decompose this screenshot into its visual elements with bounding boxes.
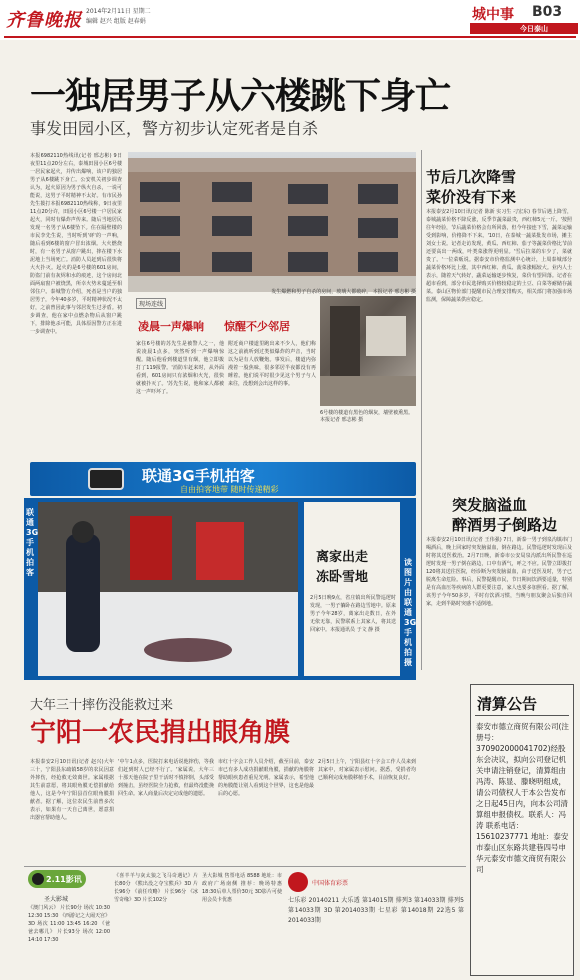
snow-label-right: 读图片由联通3G手机拍摄 — [404, 558, 417, 667]
notice-title: 清算公告 — [477, 695, 538, 713]
page-number: B03 — [532, 4, 563, 20]
lottery-logo — [288, 872, 308, 892]
masthead-rule — [4, 36, 576, 38]
movie-list-3: 圣大影城 售票电话 8588 地址：市政府广场南侧 推荐：晚场特惠 18:30后单人票价30元 3D影片可使用会员卡优惠 — [202, 873, 282, 903]
ad-banner — [30, 462, 416, 496]
lead-body-column: 本报6982110热线讯(记者 邢志彬) 9日夜里11点20分左右，泰城田园小区6号楼一居民家起火，并传出爆响，该户的独居男子从6楼跳下身亡。公安机关初步调查认为，起火原因为男子纵火自杀，一说可能说，这男子平时精神不太好。有市民孙先生拨打本报6982110热线称，9日夜里11点20分许，田园小区6号楼一户居民家起火，同时有爆炸声传来。随后当地居民发现一名男子从6楼坠下。住在隔壁楼的市民李先生说，当时听到'砰'的一声响，随后看到6楼的窗户冒出浓烟。大火燃烧时，有一名男子从窗户跳出，摔在楼下水泥地上当场死亡。消防人员赶到后很快将大火扑灭。起火的是6号楼的601房间，防盗门前有灰烬和水的痕迹，这个房间北面两扇窗户被烧黑，所幸火势未蔓延至相邻住户。泰城警方介绍，死者是当户的独居男子，今年40多岁，平时精神状况不太好，之前曾因此事与邻居发生过矛盾。初步调查，他在家中点燃杂物后从窗户跳下，排除他杀可能，具体原因警方正在进一步调查中。 — [30, 153, 122, 335]
column-rule — [421, 150, 422, 670]
cornea-kicker: 大年三十摔伤没能救过来 — [30, 698, 174, 713]
region-label: 今日泰山 — [520, 25, 548, 33]
clearance-notice — [470, 684, 574, 976]
movie-list-2: 《喜羊羊与灰太狼之飞马奇遇记》片长80分 《熊出没之夺宝熊兵》3D 片长96分 《前任攻略》 片长96分 《冰雪奇缘》3D 片长102分 — [114, 873, 198, 903]
snow-panel — [24, 498, 416, 680]
snow-title-2: 冻卧雪地 — [316, 570, 369, 585]
building-illustration — [128, 152, 416, 292]
hallway-illustration — [320, 296, 416, 406]
ad-brand: 联通3G手机拍客 — [142, 467, 255, 485]
snow-scene-illustration — [38, 502, 298, 676]
cornea-column-2: '中午1点多，医院打来电话说他摔伤，等我们赶到时人已经不行了。'家属说，大年三十那天他在院子里干活时不慎摔倒，头部受到撞击，虽经医院全力抢救，但最终没能挽回生命。家人商量后决定完成他的遗愿。 — [118, 759, 214, 797]
cinema-name: 圣大影城 — [44, 896, 69, 903]
editors: 编辑 赵兴 组版 赵春娟 — [86, 18, 146, 25]
snow-photo — [38, 502, 298, 676]
movie-badge — [28, 870, 86, 888]
lottery-results: 七乐彩 20140211 大乐透 第14015期 排列3 第14033期 排列5 第14033期 3D 第2014033期 七星彩 第14018期 22选5 第2014033期 — [288, 897, 464, 924]
newspaper-logo: 齐鲁晚报 — [6, 10, 82, 31]
vegetable-headline-2: 菜价没有下来 — [426, 188, 517, 206]
section-title: 城中事 — [472, 7, 514, 23]
listings-rule — [24, 866, 466, 867]
snow-title-1: 离家出走 — [316, 550, 369, 565]
masthead — [0, 0, 580, 40]
building-photo — [128, 152, 416, 292]
stroke-text: 本报泰安2月10日讯(记者 王伟强) 7日，新泰一男子到泉沟镇串门喝酒后，晚上回家时突发脑溢血，倒在路边。民警巡逻时发现后及时将其送医救治。2月7日晚，新泰市公安局泉沟派出所民警在巡逻时发现一男子倒在路边，口中有酒气，呼之不应。民警立即拨打120将其送往医院，经诊断为突发脑溢血，由于送医及时，男子已脱离生命危险。事后，民警提醒市民，节日期间饮酒要适量，特别是有高血压等疾病的人群更要注意，家人也要多加照看。据了解，该男子今年50多岁，平时有饮酒习惯，当晚与朋友聚会后独自回家，走到半路时突感不适倒地。 — [426, 537, 572, 607]
movie-list-1: 《澳门风云》 片长90分 场次 10:30 12:30 15:30 《西游记之大闹天宫》3D 场次 11:00 13:45 16:20 《爸爸去哪儿》 片长93分 场次 12:00 14:10 17:30 — [28, 905, 110, 943]
film-reel-icon — [32, 873, 44, 885]
cornea-column-1: 本报泰安2月10日讯(记者 赵兴)大年三十，宁阳县东疏镇58岁的农民因意外摔伤，经抢救无效离世。家属根据其生前意愿，将其眼角膜无偿捐献给他人，这是今年宁阳县首位眼角膜捐献者。据了解，这位农民生前曾多次表示，如果有一天自己离世，愿意捐出器官帮助他人。 — [30, 759, 114, 821]
ad-slogan: 自由拍客地带 随时传递精彩 — [180, 485, 279, 494]
snow-label-left: 联通3G手机拍客 — [26, 508, 39, 577]
phone-icon — [88, 468, 124, 490]
notice-rule — [475, 715, 569, 716]
scene-label: 现场连线 — [136, 298, 166, 309]
cornea-column-3: 市红十字会工作人员介绍，截至目前，泰安市已有多人成功捐献眼角膜，捐献的角膜将帮助眼疾患者重见光明。家属表示，希望他的角膜能让别人看到这个世界，这也是他最后的心愿。 — [218, 759, 314, 797]
issue-date: 2014年2月11日 星期二 — [86, 8, 151, 15]
photo-caption: 发生爆燃和男子自杀的房间，玻璃大都破碎。 本报记者 邢志彬 摄 — [271, 289, 416, 295]
movie-badge-label: 2.11影讯 — [46, 875, 82, 884]
vegetable-text: 本报泰安2月10日讯(记者 陈新 实习生 刁宏东) 春节后遇上降雪，泰城蔬菜价格不降反涨，反季节蔬菜最贵，西红柿5元一斤。'按照往年经验，节后蔬菜价格会有所回落，但今年接连下雪，蔬菜运输受到影响，价格降不下来。'10日，在泰城一蔬菜批发市场，摊主刘女士说。记者走访发现，黄瓜、西红柿、茄子等蔬菜价格比节前还要高出一两成，叶类菜涨得更明显。'雪后拉菜的车少了，菜就贵了。'一位菜贩说。据泰安市价格监测中心统计，上周泰城部分蔬菜价格环比上涨，其中西红柿、黄瓜、菠菜涨幅较大。业内人士表示，随着天气转好，蔬菜运输逐步恢复，菜价有望回落。记者在超市看到，部分市民选择购买价格较稳定的土豆、白菜等耐储存蔬菜。泰山区物价部门提醒市民合理安排购买，相关部门将加强市场监测，保障蔬菜供应稳定。 — [426, 209, 572, 303]
subhead-explosion: 凌晨一声爆响 — [138, 320, 204, 333]
lottery-logo-text: 中国体育彩票 — [312, 880, 349, 887]
scene-column-2: 附近商户楼道里跑出来不少人，他们称这之前就听到过类似爆炸的声音，当时以为是有人放鞭炮。事发后，楼道内弥漫着一股焦味，很多邻居半夜都没有再睡着。他们说平时很少见这个男子与人来往，没想到会出这样的事。 — [228, 341, 316, 387]
stroke-headline-2: 醉酒男子倒路边 — [452, 516, 558, 534]
notice-text: 泰安市德立商贸有限公司(注册号：370902000041702)经股东会决议，拟向公司登记机关申请注销登记，清算组由冯涛、陈显、滕晓明组成，请公司债权人于本公告发布之日起45日内，向本公司清算组申报债权。联系人：冯涛 联系电话：15610237771 地址：泰安市泰山区东路共建巷四号申华元泰安市德文商贸有限公司 — [476, 722, 569, 874]
vegetable-headline-1: 节后几次降雪 — [426, 168, 517, 186]
hallway-caption: 6号楼的楼道有黑色的烟灰，墙壁被熏黑。本报记者 邢志彬 摄 — [320, 410, 414, 423]
hallway-photo — [320, 296, 416, 406]
lead-subhead: 事发田园小区，警方初步认定死者是自杀 — [30, 119, 319, 138]
scene-column-1: 家住6号楼的苏先生是被警人之一，他说凌晨1点多，突然听到一声爆响惊醒。随后他看到楼道里有烟，他立即拨打了119报警。'消防车赶来时，从外面看到，601房间只有浓烟和火光，很快就被扑灭了。'苏先生说，他和家人都被这一声吓坏了。 — [136, 341, 224, 395]
cornea-column-4: 2月5日上午，宁阳县红十字会工作人员来到其家中，对家属表示慰问。据悉，受捐者均已顺利完成角膜移植手术，目前恢复良好。 — [318, 759, 416, 781]
subhead-neighbors: 惊醒不少邻居 — [224, 320, 290, 333]
snow-text: 2月5日晚9点，省庄镇出所民警巡逻时发现，一男子躺卧在路边雪地中。原来男子今年28岁，离家出走数日，在外无依无靠，民警联系上其家人，将其送回家中。本报通讯员 于文 静 摄 — [310, 595, 396, 633]
lead-headline: 一独居男子从六楼跳下身亡 — [30, 76, 451, 117]
stroke-headline-1: 突发脑溢血 — [452, 496, 528, 514]
cornea-headline: 宁阳一农民捐出眼角膜 — [30, 718, 291, 748]
